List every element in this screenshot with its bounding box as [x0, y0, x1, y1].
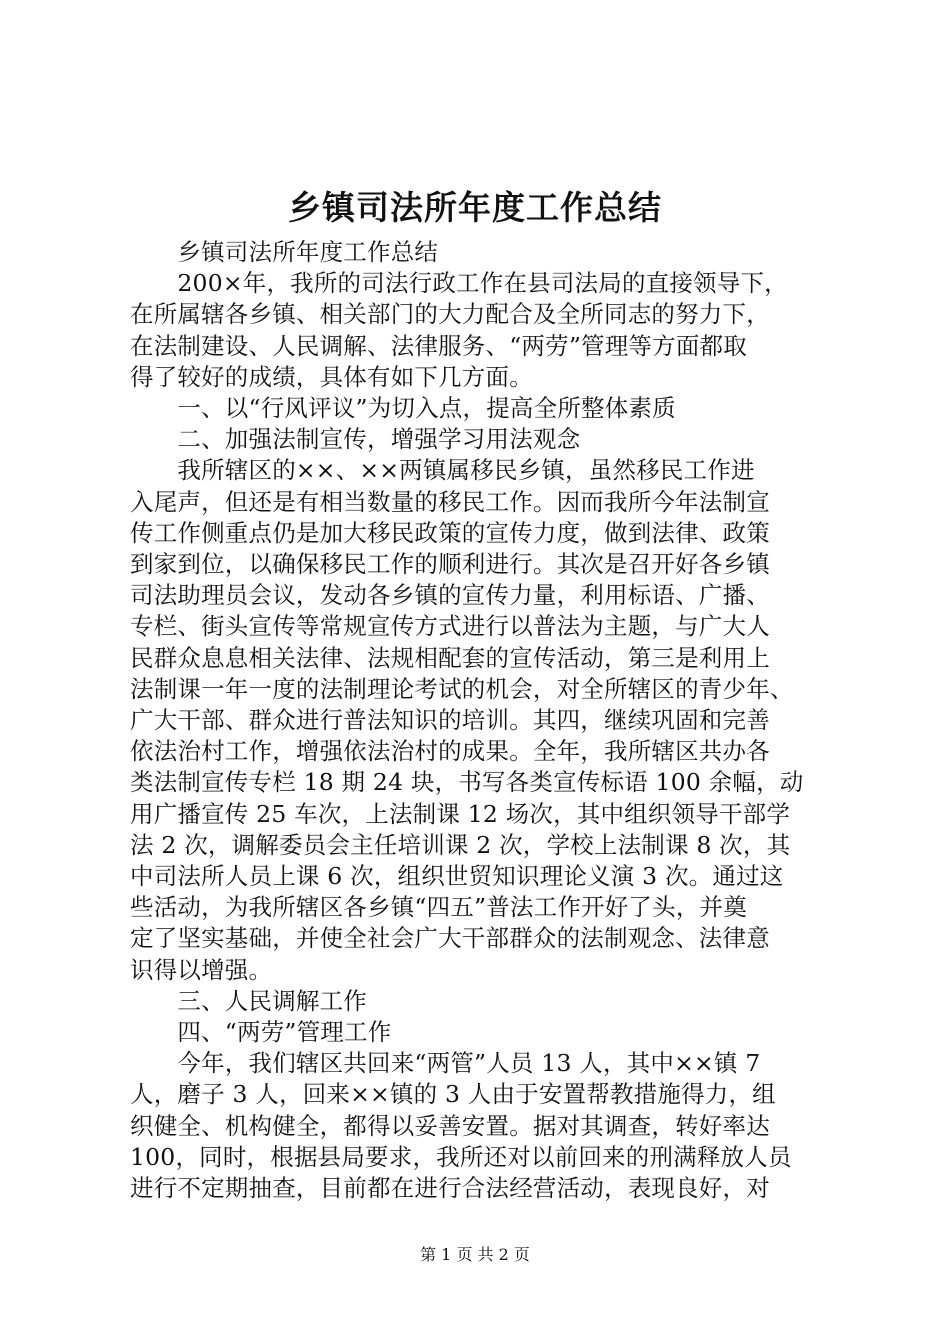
page-footer: 第 1 页 共 2 页: [420, 1245, 530, 1264]
body-text-line: 在法制建设、人民调解、法律服务、“两劳”管理等方面都取: [130, 331, 747, 360]
body-text-line: 200×年，我所的司法行政工作在县司法局的直接领导下，: [130, 269, 788, 298]
body-text-line: 人，磨子 3 人，回来××镇的 3 人由于安置帮教措施得力，组: [130, 1080, 776, 1109]
body-text-line: 传工作侧重点仍是加大移民政策的宣传力度，做到法律、政策: [130, 518, 770, 547]
document-title: 乡镇司法所年度工作总结: [288, 188, 662, 227]
body-text-line: 一、以“行风评议”为切入点，提高全所整体素质: [130, 394, 676, 422]
body-text-line: 专栏、街头宣传等常规宣传方式进行以普法为主题，与广大人: [130, 612, 770, 641]
body-text-line: 二、加强法制宣传，增强学习用法观念: [130, 425, 581, 454]
body-text-line: 广大干部、群众进行普法知识的培训。其四，继续巩固和完善: [130, 706, 770, 734]
body-text-line: 进行不定期抽查，目前都在进行合法经营活动，表现良好，对: [130, 1174, 770, 1202]
body-text-line: 入尾声，但还是有相当数量的移民工作。因而我所今年法制宣: [130, 487, 770, 516]
body-text-line: 类法制宣传专栏 18 期 24 块，书写各类宣传标语 100 余幅，动: [130, 768, 804, 797]
body-text-line: 100，同时，根据县局要求，我所还对以前回来的刑满释放人员: [130, 1142, 792, 1171]
body-text-line: 法 2 次，调解委员会主任培训课 2 次，学校上法制课 8 次，其: [130, 830, 791, 859]
body-text-line: 些活动，为我所辖区各乡镇“四五”普法工作开好了头，并奠: [130, 893, 747, 922]
body-text-line: 织健全、机构健全，都得以妥善安置。据对其调查，转好率达: [130, 1111, 770, 1140]
body-text-line: 中司法所人员上课 6 次，组织世贸知识理论义演 3 次。通过这: [130, 862, 784, 890]
body-text-line: 识得以增强。: [130, 955, 273, 984]
body-text-line: 乡镇司法所年度工作总结: [130, 238, 439, 266]
body-text-line: 到家到位，以确保移民工作的顺利进行。其次是召开好各乡镇: [130, 550, 770, 578]
body-text-line: 定了坚实基础，并使全社会广大干部群众的法制观念、法律意: [130, 924, 770, 953]
body-text-line: 今年，我们辖区共回来“两管”人员 13 人，其中××镇 7: [130, 1049, 761, 1078]
body-text-line: 三、人民调解工作: [130, 986, 367, 1015]
body-text-line: 得了较好的成绩，具体有如下几方面。: [130, 362, 533, 391]
body-text-line: 四、“两劳”管理工作: [130, 1018, 392, 1046]
body-text-line: 我所辖区的××、××两镇属移民乡镇，虽然移民工作进: [130, 456, 755, 485]
body-text-line: 在所属辖各乡镇、相关部门的大力配合及全所同志的努力下，: [130, 300, 770, 329]
body-text-line: 司法助理员会议，发动各乡镇的宣传力量，利用标语、广播、: [130, 581, 770, 610]
body-text-line: 依法治村工作，增强依法治村的成果。全年，我所辖区共办各: [130, 737, 770, 766]
body-text-line: 用广播宣传 25 车次，上法制课 12 场次，其中组织领导干部学: [130, 799, 791, 828]
body-text-line: 民群众息息相关法律、法规相配套的宣传活动，第三是利用上: [130, 643, 770, 672]
body-text-line: 法制课一年一度的法制理论考试的机会，对全所辖区的青少年、: [130, 674, 794, 703]
